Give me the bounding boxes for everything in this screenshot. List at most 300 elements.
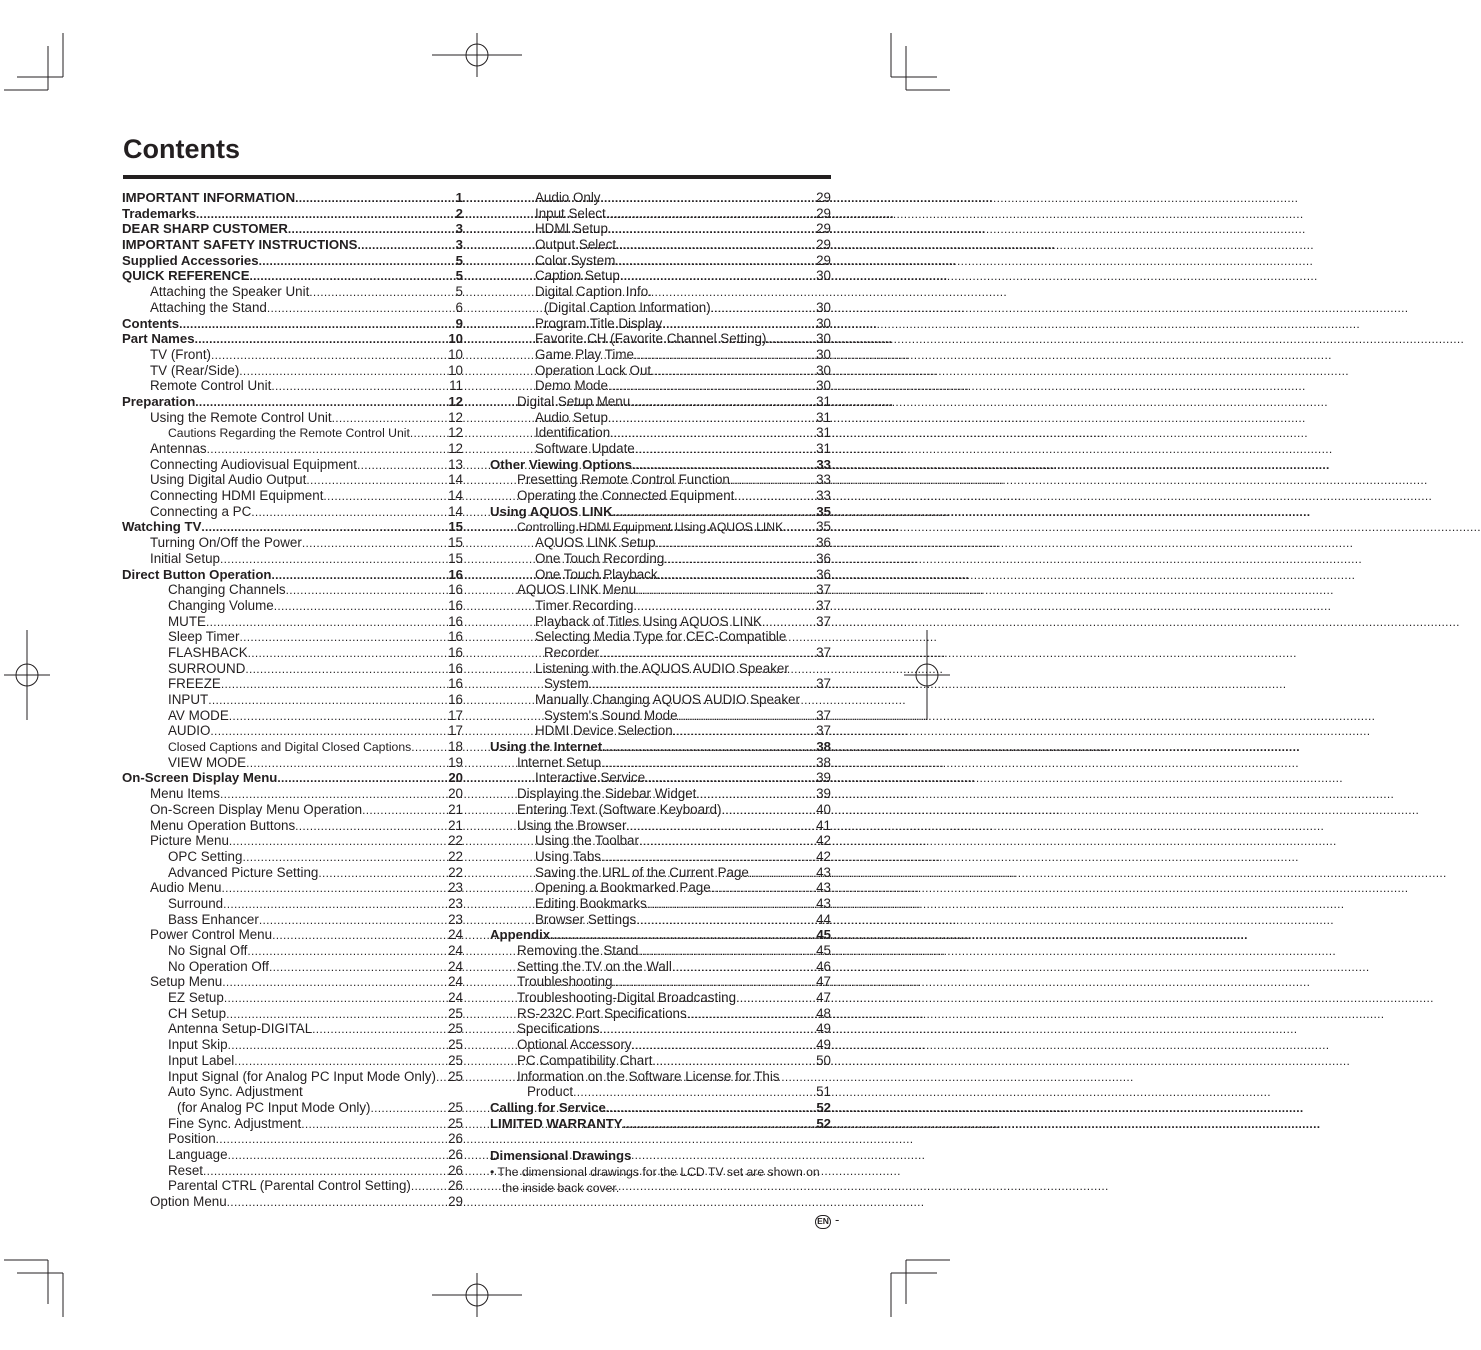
toc-entry-page: 33 — [816, 488, 831, 504]
toc-entry[interactable] — [490, 284, 831, 300]
toc-entry-title: AQUOS LINK Setup — [535, 535, 656, 551]
toc-entry[interactable] — [122, 755, 463, 771]
toc-entry-title: OPC Setting — [168, 848, 243, 864]
toc-entry-page: 20 — [448, 786, 463, 802]
toc-entry[interactable] — [490, 598, 831, 614]
toc-entry-page: 38 — [816, 754, 831, 770]
toc-entry-title: System's Sound Mode — [544, 707, 678, 723]
toc-entry-page: 12 — [448, 409, 463, 425]
toc-entry-title: (Digital Caption Information) — [544, 299, 711, 315]
toc-entry-title: Contents — [122, 315, 180, 331]
toc-entry[interactable] — [490, 943, 831, 959]
toc-entry[interactable] — [122, 535, 463, 551]
toc-entry[interactable] — [122, 692, 463, 708]
toc-entry-title: Using the Toolbar — [535, 833, 639, 849]
toc-leader-dots — [436, 1069, 447, 1086]
toc-leader-dots — [573, 1084, 815, 1101]
toc-entry[interactable] — [122, 880, 463, 896]
toc-entry-title: Selecting Media Type for CEC-Compatible — [535, 629, 787, 645]
toc-entry-title: Opening a Bookmarked Page — [535, 880, 711, 896]
toc-leader-dots — [658, 567, 816, 584]
toc-entry-title: Game Play Time — [535, 346, 634, 362]
toc-entry-title: AV MODE — [168, 707, 229, 723]
toc-entry-page: 16 — [448, 644, 463, 660]
toc-entry-page: 16 — [448, 613, 463, 629]
toc-entry-title: Manually Changing AQUOS AUDIO Speaker — [535, 692, 800, 707]
toc-entry-page: 23 — [448, 911, 463, 927]
toc-leader-dots — [239, 363, 447, 380]
toc-entry[interactable] — [490, 802, 831, 818]
toc-entry[interactable] — [122, 1021, 463, 1037]
toc-leader-dots — [362, 802, 447, 819]
toc-entry[interactable] — [490, 927, 831, 943]
toc-entry[interactable] — [490, 1100, 831, 1116]
toc-leader-dots — [766, 331, 815, 348]
toc-entry-title: Menu Items — [150, 786, 220, 802]
toc-entry-title: One Touch Recording — [535, 550, 665, 566]
toc-entry[interactable] — [122, 598, 463, 614]
toc-entry[interactable] — [122, 237, 463, 253]
toc-entry[interactable] — [490, 347, 831, 363]
toc-entry[interactable] — [122, 331, 463, 347]
toc-entry-page: 10 — [448, 331, 463, 347]
toc-entry-page: 11 — [449, 378, 463, 394]
toc-entry-page: 38 — [816, 739, 831, 755]
toc-entry-title: No Operation Off — [168, 958, 269, 974]
toc-entry-page: 37 — [816, 597, 831, 613]
toc-entry-page: 3 — [455, 221, 463, 237]
toc-entry[interactable] — [490, 1021, 831, 1037]
toc-entry-title: TV (Rear/Side) — [150, 362, 240, 378]
toc-entry[interactable] — [490, 1037, 831, 1053]
toc-entry-title: Antennas — [150, 441, 207, 456]
toc-leader-dots — [274, 598, 447, 615]
toc-entry-title: Initial Setup — [150, 550, 220, 566]
toc-entry[interactable] — [122, 833, 463, 849]
toc-leader-dots — [550, 927, 815, 944]
toc-entry-page: 37 — [816, 707, 831, 723]
toc-entry[interactable] — [122, 347, 463, 363]
toc-entry[interactable] — [490, 692, 831, 708]
toc-entry[interactable] — [490, 488, 831, 504]
toc-entry[interactable] — [490, 253, 831, 269]
toc-entry[interactable] — [122, 661, 463, 677]
toc-entry-title: Turning On/Off the Power — [150, 535, 302, 551]
toc-entry-title: Using Tabs — [535, 848, 601, 864]
toc-leader-dots — [626, 818, 815, 835]
toc-entry[interactable] — [490, 425, 831, 441]
toc-entry[interactable] — [122, 1116, 463, 1132]
toc-entry[interactable] — [122, 802, 463, 818]
toc-entry[interactable] — [122, 300, 463, 316]
toc-leader-dots — [277, 770, 447, 787]
toc-entry[interactable] — [490, 770, 831, 786]
toc-leader-dots — [207, 441, 448, 458]
toc-entry[interactable] — [122, 818, 463, 834]
toc-entry[interactable] — [122, 865, 463, 881]
toc-entry[interactable] — [122, 378, 463, 394]
toc-entry[interactable] — [122, 770, 463, 786]
toc-entry-page: 5 — [455, 284, 463, 300]
toc-entry[interactable] — [122, 614, 463, 630]
toc-entry-page: 26 — [448, 1162, 463, 1178]
toc-entry-page: 30 — [816, 346, 831, 362]
toc-entry-title: Using Digital Audio Output — [150, 472, 307, 488]
toc-leader-dots — [295, 818, 447, 835]
toc-entry-page: 24 — [448, 958, 463, 974]
toc-entry-title: Input Label — [168, 1052, 235, 1068]
toc-entry-page: 36 — [816, 566, 831, 582]
toc-entry-title: Input Signal (for Analog PC Input Mode Only) — [168, 1068, 436, 1084]
toc-entry-page: 45 — [816, 927, 831, 943]
toc-entry-title: Trademarks — [122, 205, 197, 221]
toc-entry[interactable] — [122, 1163, 463, 1179]
toc-entry-title: Caption Setup — [535, 268, 620, 284]
toc-leader-dots — [323, 488, 447, 505]
toc-entry[interactable] — [122, 1053, 463, 1069]
toc-entry[interactable] — [490, 441, 831, 457]
toc-entry[interactable] — [122, 849, 463, 865]
toc-leader-dots — [601, 190, 816, 207]
toc-entry[interactable] — [122, 394, 463, 410]
toc-entry-page: 5 — [455, 268, 463, 284]
toc-entry-page: 31 — [816, 409, 831, 425]
toc-entry[interactable] — [122, 1178, 463, 1194]
toc-entry-title: Part Names — [122, 331, 195, 347]
toc-entry-title: Calling for Service — [490, 1099, 606, 1115]
toc-entry[interactable] — [122, 268, 463, 284]
toc-leader-dots — [673, 723, 815, 740]
toc-entry-title: MUTE — [168, 613, 206, 629]
toc-leader-dots — [301, 1116, 447, 1133]
toc-leader-dots — [623, 1116, 816, 1133]
toc-entry[interactable] — [490, 739, 831, 755]
toc-entry[interactable] — [122, 1084, 463, 1100]
toc-entry[interactable] — [490, 912, 831, 928]
toc-entry[interactable] — [122, 959, 463, 975]
toc-entry-page: 37 — [816, 582, 831, 598]
toc-entry-page: 22 — [448, 833, 463, 849]
toc-entry[interactable] — [490, 723, 831, 739]
toc-leader-dots — [602, 739, 815, 756]
toc-entry-page: 25 — [448, 1068, 463, 1084]
toc-entry[interactable] — [490, 363, 831, 379]
toc-entry[interactable] — [122, 441, 463, 457]
toc-leader-dots — [201, 519, 447, 536]
toc-entry-page: 16 — [448, 692, 463, 707]
toc-leader-dots — [711, 880, 815, 897]
toc-entry-title: Interactive Service — [535, 770, 646, 786]
toc-entry[interactable] — [122, 708, 463, 724]
toc-entry-title: Option Menu — [150, 1194, 227, 1209]
toc-entry-page: 30 — [816, 315, 831, 331]
toc-entry-page: 29 — [816, 221, 831, 237]
toc-leader-dots — [589, 676, 815, 693]
toc-entry-title: Setting the TV on the Wall — [517, 958, 672, 974]
toc-entry[interactable] — [122, 253, 463, 269]
toc-leader-dots — [613, 504, 816, 521]
toc-entry[interactable] — [490, 708, 831, 724]
toc-entry-title: Other Viewing Options — [490, 456, 632, 472]
toc-entry[interactable] — [122, 676, 463, 692]
toc-entry[interactable] — [122, 410, 463, 426]
toc-entry-page: 25 — [448, 1021, 463, 1037]
toc-entry-page: 17 — [448, 723, 463, 739]
toc-entry[interactable] — [490, 378, 831, 394]
toc-entry[interactable] — [122, 582, 463, 598]
toc-entry-page: 24 — [448, 927, 463, 943]
toc-entry[interactable] — [490, 331, 831, 347]
toc-entry-page: 49 — [816, 1021, 831, 1037]
toc-entry-title: Input Select — [535, 205, 606, 221]
toc-entry[interactable] — [122, 974, 463, 990]
toc-leader-dots — [234, 1053, 447, 1070]
toc-entry[interactable] — [122, 1194, 463, 1210]
toc-leader-dots — [210, 723, 447, 740]
toc-entry[interactable] — [490, 974, 831, 990]
toc-leader-dots — [250, 268, 455, 285]
toc-entry[interactable] — [490, 1084, 831, 1100]
toc-entry-title: On-Screen Display Menu — [122, 770, 278, 786]
toc-entry[interactable] — [490, 833, 831, 849]
toc-entry[interactable] — [122, 645, 463, 661]
toc-entry-page: 52 — [816, 1115, 831, 1131]
toc-leader-dots — [357, 237, 454, 254]
toc-entry-title: Troubleshooting — [517, 974, 613, 990]
toc-entry-page: 26 — [448, 1131, 463, 1147]
toc-leader-dots — [239, 629, 447, 646]
toc-entry-title: Picture Menu — [150, 833, 229, 849]
toc-leader-dots — [271, 567, 447, 584]
toc-entry-title: FREEZE — [168, 676, 221, 692]
toc-entry[interactable] — [490, 316, 831, 332]
toc-entry-title: SURROUND — [168, 660, 246, 676]
toc-entry[interactable] — [122, 1006, 463, 1022]
toc-entry[interactable] — [490, 896, 831, 912]
toc-leader-dots — [639, 833, 815, 850]
toc-entry[interactable] — [490, 535, 831, 551]
toc-leader-dots — [608, 410, 815, 427]
toc-entry-title: Color System — [535, 252, 616, 268]
toc-leader-dots — [652, 1053, 815, 1070]
toc-entry-title: One Touch Playback — [535, 566, 658, 582]
toc-entry-page: 24 — [448, 974, 463, 990]
toc-entry[interactable] — [122, 1037, 463, 1053]
toc-leader-dots — [216, 1131, 447, 1148]
toc-entry[interactable] — [490, 582, 831, 598]
toc-entry[interactable] — [490, 1116, 831, 1132]
toc-entry[interactable] — [490, 1053, 831, 1069]
toc-entry-title: QUICK REFERENCE — [122, 268, 250, 284]
toc-entry-page: 21 — [448, 817, 463, 833]
toc-leader-dots — [599, 645, 815, 662]
page-title: Contents — [123, 134, 240, 164]
toc-entry[interactable] — [490, 614, 831, 630]
toc-entry[interactable] — [490, 1006, 831, 1022]
toc-entry[interactable] — [122, 519, 463, 535]
toc-entry[interactable] — [490, 818, 831, 834]
toc-entry[interactable] — [122, 363, 463, 379]
toc-entry-page: 14 — [448, 488, 463, 504]
toc-entry[interactable] — [490, 472, 831, 488]
toc-entry-page: 14 — [448, 503, 463, 519]
toc-leader-dots — [220, 551, 447, 568]
toc-entry[interactable] — [490, 394, 831, 410]
toc-entry[interactable] — [122, 896, 463, 912]
toc-entry[interactable] — [122, 551, 463, 567]
toc-entry-page: 19 — [448, 754, 463, 770]
toc-leader-dots — [259, 253, 455, 270]
toc-entry[interactable] — [490, 661, 831, 677]
toc-entry[interactable] — [490, 206, 831, 222]
toc-leader-dots — [269, 959, 447, 976]
toc-entry-title: Menu Operation Buttons — [150, 817, 296, 833]
toc-entry-title: Product — [527, 1084, 574, 1100]
toc-entry[interactable] — [490, 865, 831, 881]
toc-entry-title: HDMI Device Selection — [535, 723, 673, 739]
toc-entry[interactable] — [490, 629, 831, 645]
toc-entry[interactable] — [122, 472, 463, 488]
toc-entry[interactable] — [490, 755, 831, 771]
toc-entry[interactable] — [490, 268, 831, 284]
toc-entry-page: 23 — [448, 895, 463, 911]
toc-entry[interactable] — [122, 927, 463, 943]
toc-leader-dots — [312, 1021, 447, 1038]
toc-entry[interactable] — [122, 1069, 463, 1085]
toc-entry[interactable] — [490, 551, 831, 567]
toc-entry[interactable] — [490, 457, 831, 473]
toc-entry[interactable] — [122, 504, 463, 520]
toc-entry[interactable] — [490, 676, 831, 692]
toc-entry[interactable] — [122, 488, 463, 504]
toc-entry[interactable] — [490, 519, 831, 535]
toc-entry-page: 30 — [816, 299, 831, 315]
toc-entry-title: Digital Setup Menu — [517, 393, 631, 409]
toc-entry[interactable] — [490, 849, 831, 865]
toc-left-column — [122, 190, 463, 1210]
toc-entry-page: 24 — [448, 990, 463, 1006]
toc-leader-dots — [179, 316, 455, 333]
toc-entry[interactable] — [490, 221, 831, 237]
toc-entry[interactable] — [122, 912, 463, 928]
toc-leader-dots — [224, 990, 447, 1007]
toc-leader-dots — [630, 394, 815, 411]
toc-entry[interactable] — [490, 237, 831, 253]
toc-entry-page: 12 — [448, 441, 463, 456]
toc-entry-title: Connecting Audiovisual Equipment — [150, 456, 357, 472]
toc-entry-title: Displaying the Sidebar Widget — [517, 786, 697, 802]
toc-entry[interactable] — [122, 284, 463, 300]
toc-entry-page: 44 — [816, 911, 831, 927]
toc-leader-dots — [332, 410, 447, 427]
toc-entry-title: Using the Remote Control Unit — [150, 409, 332, 425]
toc-entry[interactable] — [490, 300, 831, 316]
toc-entry[interactable] — [490, 1069, 831, 1085]
toc-entry[interactable] — [122, 425, 463, 441]
toc-entry-page: 16 — [448, 676, 463, 692]
toc-leader-dots — [357, 457, 447, 474]
toc-entry[interactable] — [122, 943, 463, 959]
toc-entry-page: 14 — [448, 472, 463, 488]
toc-entry-title: Information on the Software License for This — [517, 1068, 780, 1084]
toc-entry-page: 36 — [816, 535, 831, 551]
toc-leader-dots — [286, 582, 447, 599]
toc-entry[interactable] — [122, 629, 463, 645]
toc-entry-title: Changing Channels — [168, 582, 286, 598]
toc-entry-title: Recorder — [544, 644, 600, 660]
toc-entry[interactable] — [490, 190, 831, 206]
toc-leader-dots — [259, 912, 447, 929]
toc-entry-page: 43 — [816, 880, 831, 896]
toc-entry[interactable] — [122, 990, 463, 1006]
toc-entry[interactable] — [490, 504, 831, 520]
toc-entry-page: 3 — [455, 237, 463, 253]
toc-leader-dots — [223, 896, 447, 913]
toc-entry[interactable] — [122, 739, 463, 755]
toc-leader-dots — [664, 551, 815, 568]
toc-entry-page: 25 — [448, 1005, 463, 1021]
toc-leader-dots — [288, 221, 455, 238]
toc-leader-dots — [411, 1178, 447, 1195]
toc-entry-title: Parental CTRL (Parental Control Setting) — [168, 1178, 411, 1194]
toc-entry-page: 35 — [816, 519, 831, 535]
toc-leader-dots — [672, 959, 815, 976]
toc-entry-page: 10 — [448, 362, 463, 378]
toc-entry[interactable] — [122, 221, 463, 237]
toc-entry[interactable] — [122, 1131, 463, 1147]
title-rule — [123, 175, 831, 179]
toc-entry-title: LIMITED WARRANTY — [490, 1115, 623, 1131]
toc-entry-page: 37 — [816, 723, 831, 739]
language-badge: EN — [815, 1215, 831, 1229]
toc-leader-dots — [272, 927, 447, 944]
toc-leader-dots — [206, 614, 447, 631]
toc-leader-dots — [306, 472, 447, 489]
toc-entry[interactable] — [490, 959, 831, 975]
toc-entry[interactable] — [490, 645, 831, 661]
toc-leader-dots — [195, 394, 447, 411]
toc-entry[interactable] — [122, 190, 463, 206]
toc-entry[interactable] — [122, 316, 463, 332]
toc-entry[interactable] — [490, 567, 831, 583]
toc-leader-dots — [638, 943, 815, 960]
toc-entry[interactable] — [490, 410, 831, 426]
toc-entry[interactable] — [122, 567, 463, 583]
toc-entry-page: 29 — [816, 205, 831, 221]
toc-entry[interactable] — [490, 786, 831, 802]
toc-leader-dots — [220, 786, 447, 803]
toc-entry-page: 30 — [816, 268, 831, 284]
toc-entry-page: 29 — [448, 1194, 463, 1209]
toc-entry-page: 51 — [816, 1084, 831, 1100]
toc-entry-page: 22 — [448, 848, 463, 864]
toc-entry-title: Connecting a PC — [150, 503, 252, 519]
toc-entry[interactable] — [122, 786, 463, 802]
toc-entry[interactable] — [122, 206, 463, 222]
toc-entry-page: 6 — [455, 299, 463, 315]
toc-entry[interactable] — [490, 990, 831, 1006]
toc-entry[interactable] — [490, 880, 831, 896]
toc-entry[interactable] — [122, 457, 463, 473]
toc-leader-dots — [208, 692, 447, 709]
toc-entry[interactable] — [122, 1100, 463, 1116]
toc-entry[interactable] — [122, 723, 463, 739]
toc-entry-title: Surround — [168, 895, 224, 911]
toc-entry[interactable] — [122, 1147, 463, 1163]
toc-leader-dots — [318, 865, 447, 882]
toc-entry-page: 5 — [455, 252, 463, 268]
toc-entry-title: System — [544, 676, 589, 692]
